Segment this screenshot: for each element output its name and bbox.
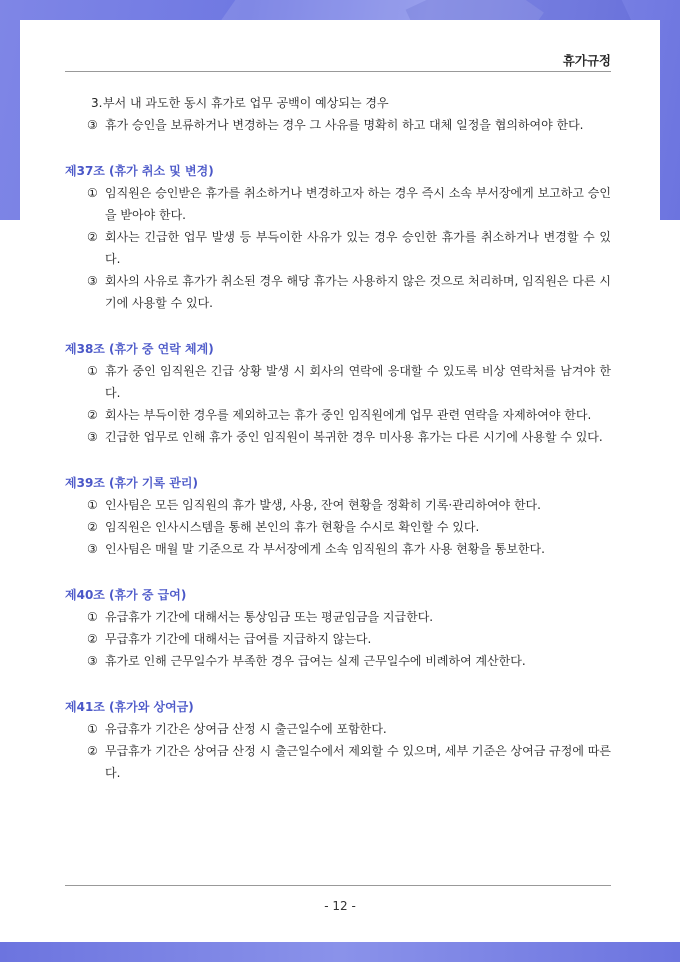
list-item bbox=[65, 516, 611, 538]
list-item bbox=[65, 426, 611, 448]
item-text: 회사는 긴급한 업무 발생 등 부득이한 사유가 있는 경우 승인한 휴가를 취소하거나 변경할 수 있다. bbox=[105, 230, 611, 266]
list-item bbox=[65, 270, 611, 314]
list-item bbox=[65, 226, 611, 270]
item-number: ② bbox=[87, 408, 98, 422]
item-number: ① bbox=[87, 186, 98, 200]
article-title: 제39조 (휴가 기록 관리) bbox=[65, 476, 198, 490]
list-item bbox=[65, 114, 611, 136]
item-number: ③ bbox=[87, 118, 98, 132]
article-40 bbox=[65, 584, 611, 672]
item-number: ① bbox=[87, 610, 98, 624]
item-number: ③ bbox=[87, 274, 98, 288]
intro-list bbox=[65, 92, 611, 136]
document-title: 휴가규정 bbox=[562, 53, 611, 68]
item-number: ① bbox=[87, 498, 98, 512]
article-41 bbox=[65, 696, 611, 784]
item-text: 휴가 중인 임직원은 긴급 상황 발생 시 회사의 연락에 응대할 수 있도록 비상 연락처를 남겨야 한다. bbox=[105, 364, 611, 400]
item-text: 긴급한 업무로 인해 휴가 중인 임직원이 복귀한 경우 미사용 휴가는 다른 시기에 사용할 수 있다. bbox=[105, 430, 603, 444]
item-text: 인사팀은 매월 말 기준으로 각 부서장에게 소속 임직원의 휴가 사용 현황을 통보한다. bbox=[105, 542, 545, 556]
page-number: - 12 - bbox=[324, 899, 356, 913]
item-number: ② bbox=[87, 632, 98, 646]
item-number: 3. bbox=[91, 96, 103, 110]
item-text: 임직원은 승인받은 휴가를 취소하거나 변경하고자 하는 경우 즉시 소속 부서장에게 보고하고 승인을 받아야 한다. bbox=[105, 186, 611, 222]
item-text: 무급휴가 기간에 대해서는 급여를 지급하지 않는다. bbox=[105, 632, 372, 646]
item-number: ① bbox=[87, 364, 98, 378]
item-text: 부서 내 과도한 동시 휴가로 업무 공백이 예상되는 경우 bbox=[103, 96, 389, 110]
article-title: 제41조 (휴가와 상여금) bbox=[65, 700, 194, 714]
item-number: ③ bbox=[87, 430, 98, 444]
background-bottom-band bbox=[0, 942, 680, 962]
item-number: ② bbox=[87, 230, 98, 244]
item-text: 휴가로 인해 근무일수가 부족한 경우 급여는 실제 근무일수에 비례하여 계산한다. bbox=[105, 654, 526, 668]
item-text: 휴가 승인을 보류하거나 변경하는 경우 그 사유를 명확히 하고 대체 일정을 협의하여야 한다. bbox=[105, 118, 584, 132]
list-item bbox=[65, 628, 611, 650]
item-number: ① bbox=[87, 722, 98, 736]
item-number: ② bbox=[87, 520, 98, 534]
article-39 bbox=[65, 472, 611, 560]
item-text: 무급휴가 기간은 상여금 산정 시 출근일수에서 제외할 수 있으며, 세부 기준은 상여금 규정에 따른다. bbox=[105, 744, 611, 780]
list-item bbox=[65, 538, 611, 560]
item-number: ③ bbox=[87, 542, 98, 556]
list-item bbox=[65, 92, 611, 114]
article-title: 제40조 (휴가 중 급여) bbox=[65, 588, 187, 602]
list-item bbox=[65, 606, 611, 628]
header-divider bbox=[65, 71, 611, 72]
item-text: 인사팀은 모든 임직원의 휴가 발생, 사용, 잔여 현황을 정확히 기록·관리하여야 한다. bbox=[105, 498, 541, 512]
document-body bbox=[65, 92, 611, 784]
article-title: 제38조 (휴가 중 연락 체계) bbox=[65, 342, 214, 356]
list-item bbox=[65, 740, 611, 784]
list-item bbox=[65, 360, 611, 404]
item-text: 유급휴가 기간에 대해서는 통상임금 또는 평균임금을 지급한다. bbox=[105, 610, 434, 624]
list-item bbox=[65, 494, 611, 516]
item-number: ② bbox=[87, 744, 98, 758]
item-text: 회사는 부득이한 경우를 제외하고는 휴가 중인 임직원에게 업무 관련 연락을 자제하여야 한다. bbox=[105, 408, 592, 422]
footer-divider bbox=[65, 885, 611, 886]
document-page bbox=[20, 20, 660, 942]
list-item bbox=[65, 404, 611, 426]
article-38 bbox=[65, 338, 611, 448]
article-title: 제37조 (휴가 취소 및 변경) bbox=[65, 164, 214, 178]
list-item bbox=[65, 650, 611, 672]
article-37 bbox=[65, 160, 611, 314]
item-text: 회사의 사유로 휴가가 취소된 경우 해당 휴가는 사용하지 않은 것으로 처리하며, 임직원은 다른 시기에 사용할 수 있다. bbox=[105, 274, 611, 310]
list-item bbox=[65, 718, 611, 740]
list-item bbox=[65, 182, 611, 226]
item-text: 유급휴가 기간은 상여금 산정 시 출근일수에 포함한다. bbox=[105, 722, 387, 736]
item-number: ③ bbox=[87, 654, 98, 668]
item-text: 임직원은 인사시스템을 통해 본인의 휴가 현황을 수시로 확인할 수 있다. bbox=[105, 520, 480, 534]
